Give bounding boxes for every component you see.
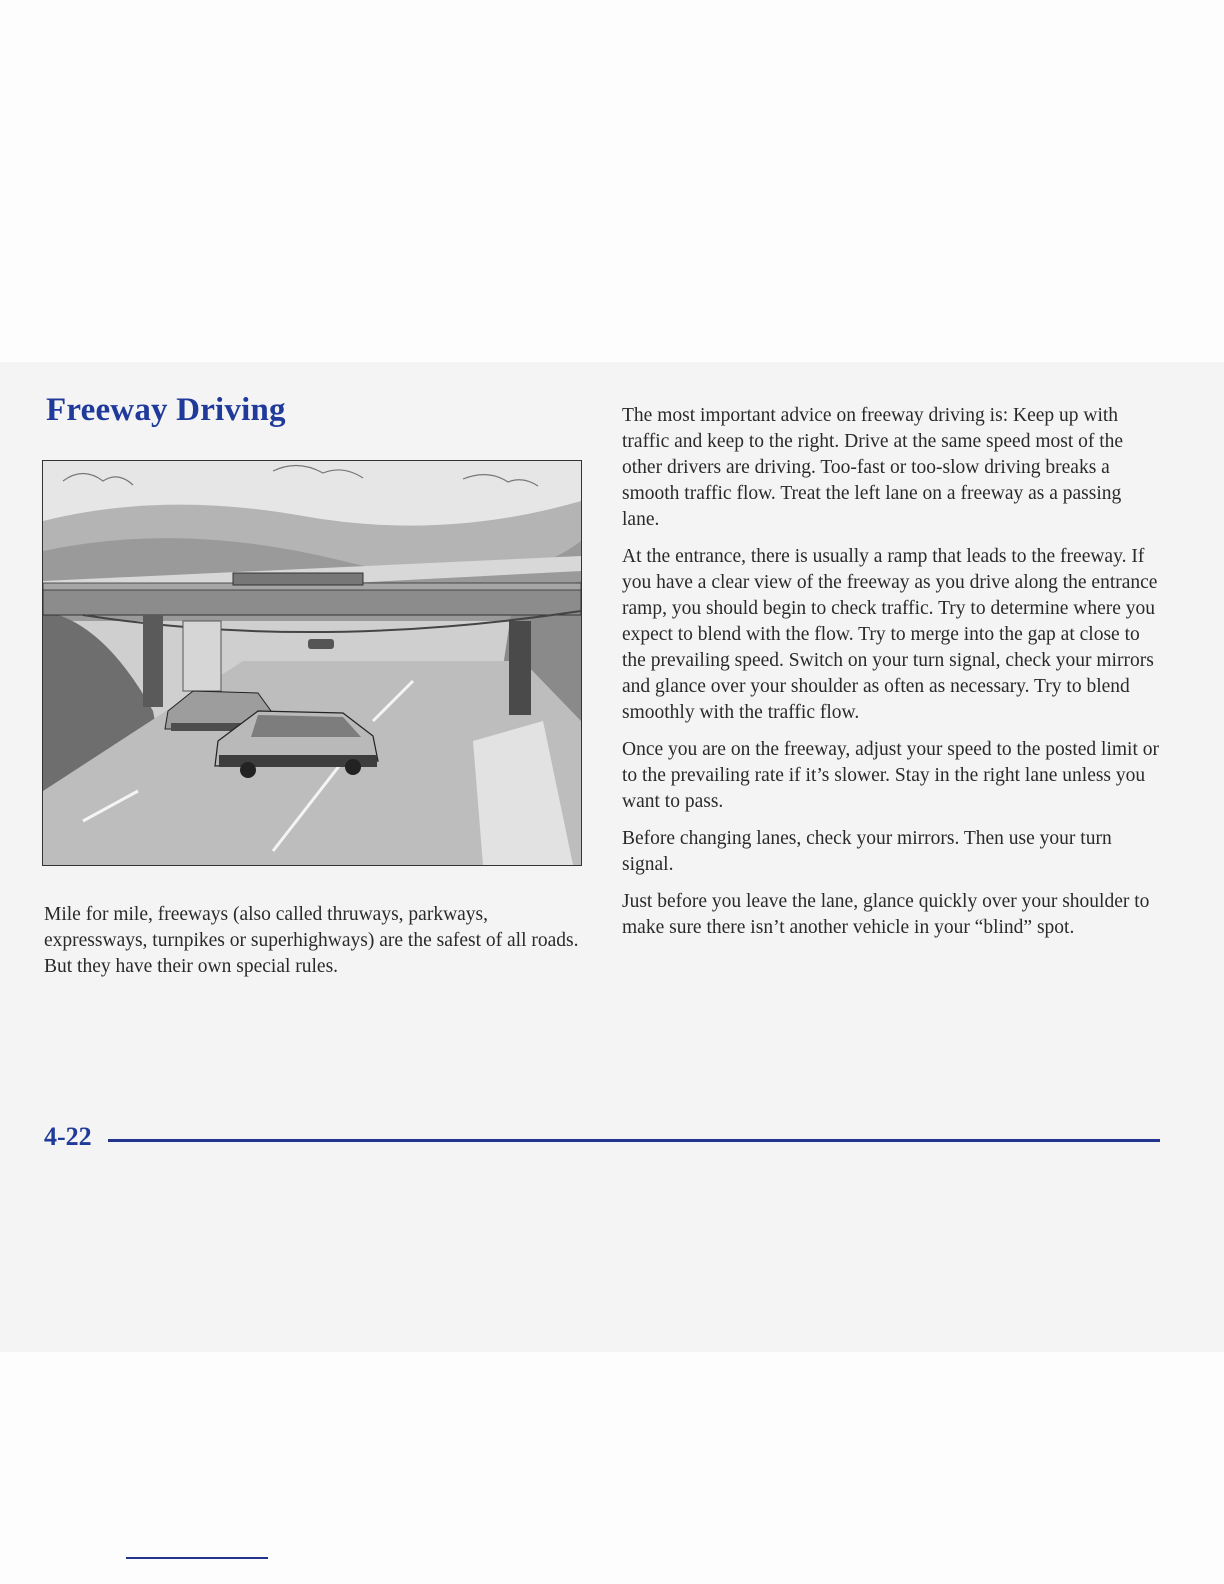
paragraph-adjust-speed: Once you are on the freeway, adjust your speed to the posted limit or to the prevailing rate if it’s slower. Stay in the right lane unless you want to pass. — [622, 739, 1159, 812]
footer-rule — [108, 1139, 1160, 1142]
paragraph-changing-lanes: Before changing lanes, check your mirrors. Then use your turn signal. — [622, 828, 1112, 875]
body-column — [622, 403, 1162, 952]
freeway-illustration — [42, 460, 582, 866]
sign-gantry — [233, 573, 363, 585]
paragraph-entrance-ramp: At the entrance, there is usually a ramp that leads to the freeway. If you have a clear view of the freeway as you drive along the entrance ramp, you should begin to check traffic. Try to determine where you expect to blend with the flow. Try to merge into the gap at close to the prevailing speed. Switch on your turn signal, check your mirrors and glance over your shoulder as often as necessary. Try to blend smoothly with the traffic flow. — [622, 546, 1158, 723]
bridge-pier — [509, 621, 531, 715]
distant-car — [308, 639, 334, 649]
paragraph-keep-up: The most important advice on freeway driving is: Keep up with traffic and keep to the right. Drive at the same speed most of the other drivers are driving. Too-fast or too-slow driving breaks a smooth traffic flow. Treat the left lane on a freeway as a passing lane. — [622, 405, 1124, 530]
bridge-pier — [183, 621, 221, 691]
bottom-stub-rule — [126, 1557, 268, 1559]
page-number: 4-22 — [44, 1122, 92, 1151]
paragraph-blind-spot: Just before you leave the lane, glance quickly over your shoulder to make sure there isn’t another vehicle in your “blind” spot. — [622, 891, 1150, 938]
intro-paragraph: Mile for mile, freeways (also called thruways, parkways, expressways, turnpikes or superhighways) are the safest of all roads. But they have their own special rules. — [44, 904, 579, 977]
overpass-deck — [43, 589, 581, 615]
section-title: Freeway Driving — [46, 392, 286, 428]
bridge-pier — [143, 615, 163, 707]
